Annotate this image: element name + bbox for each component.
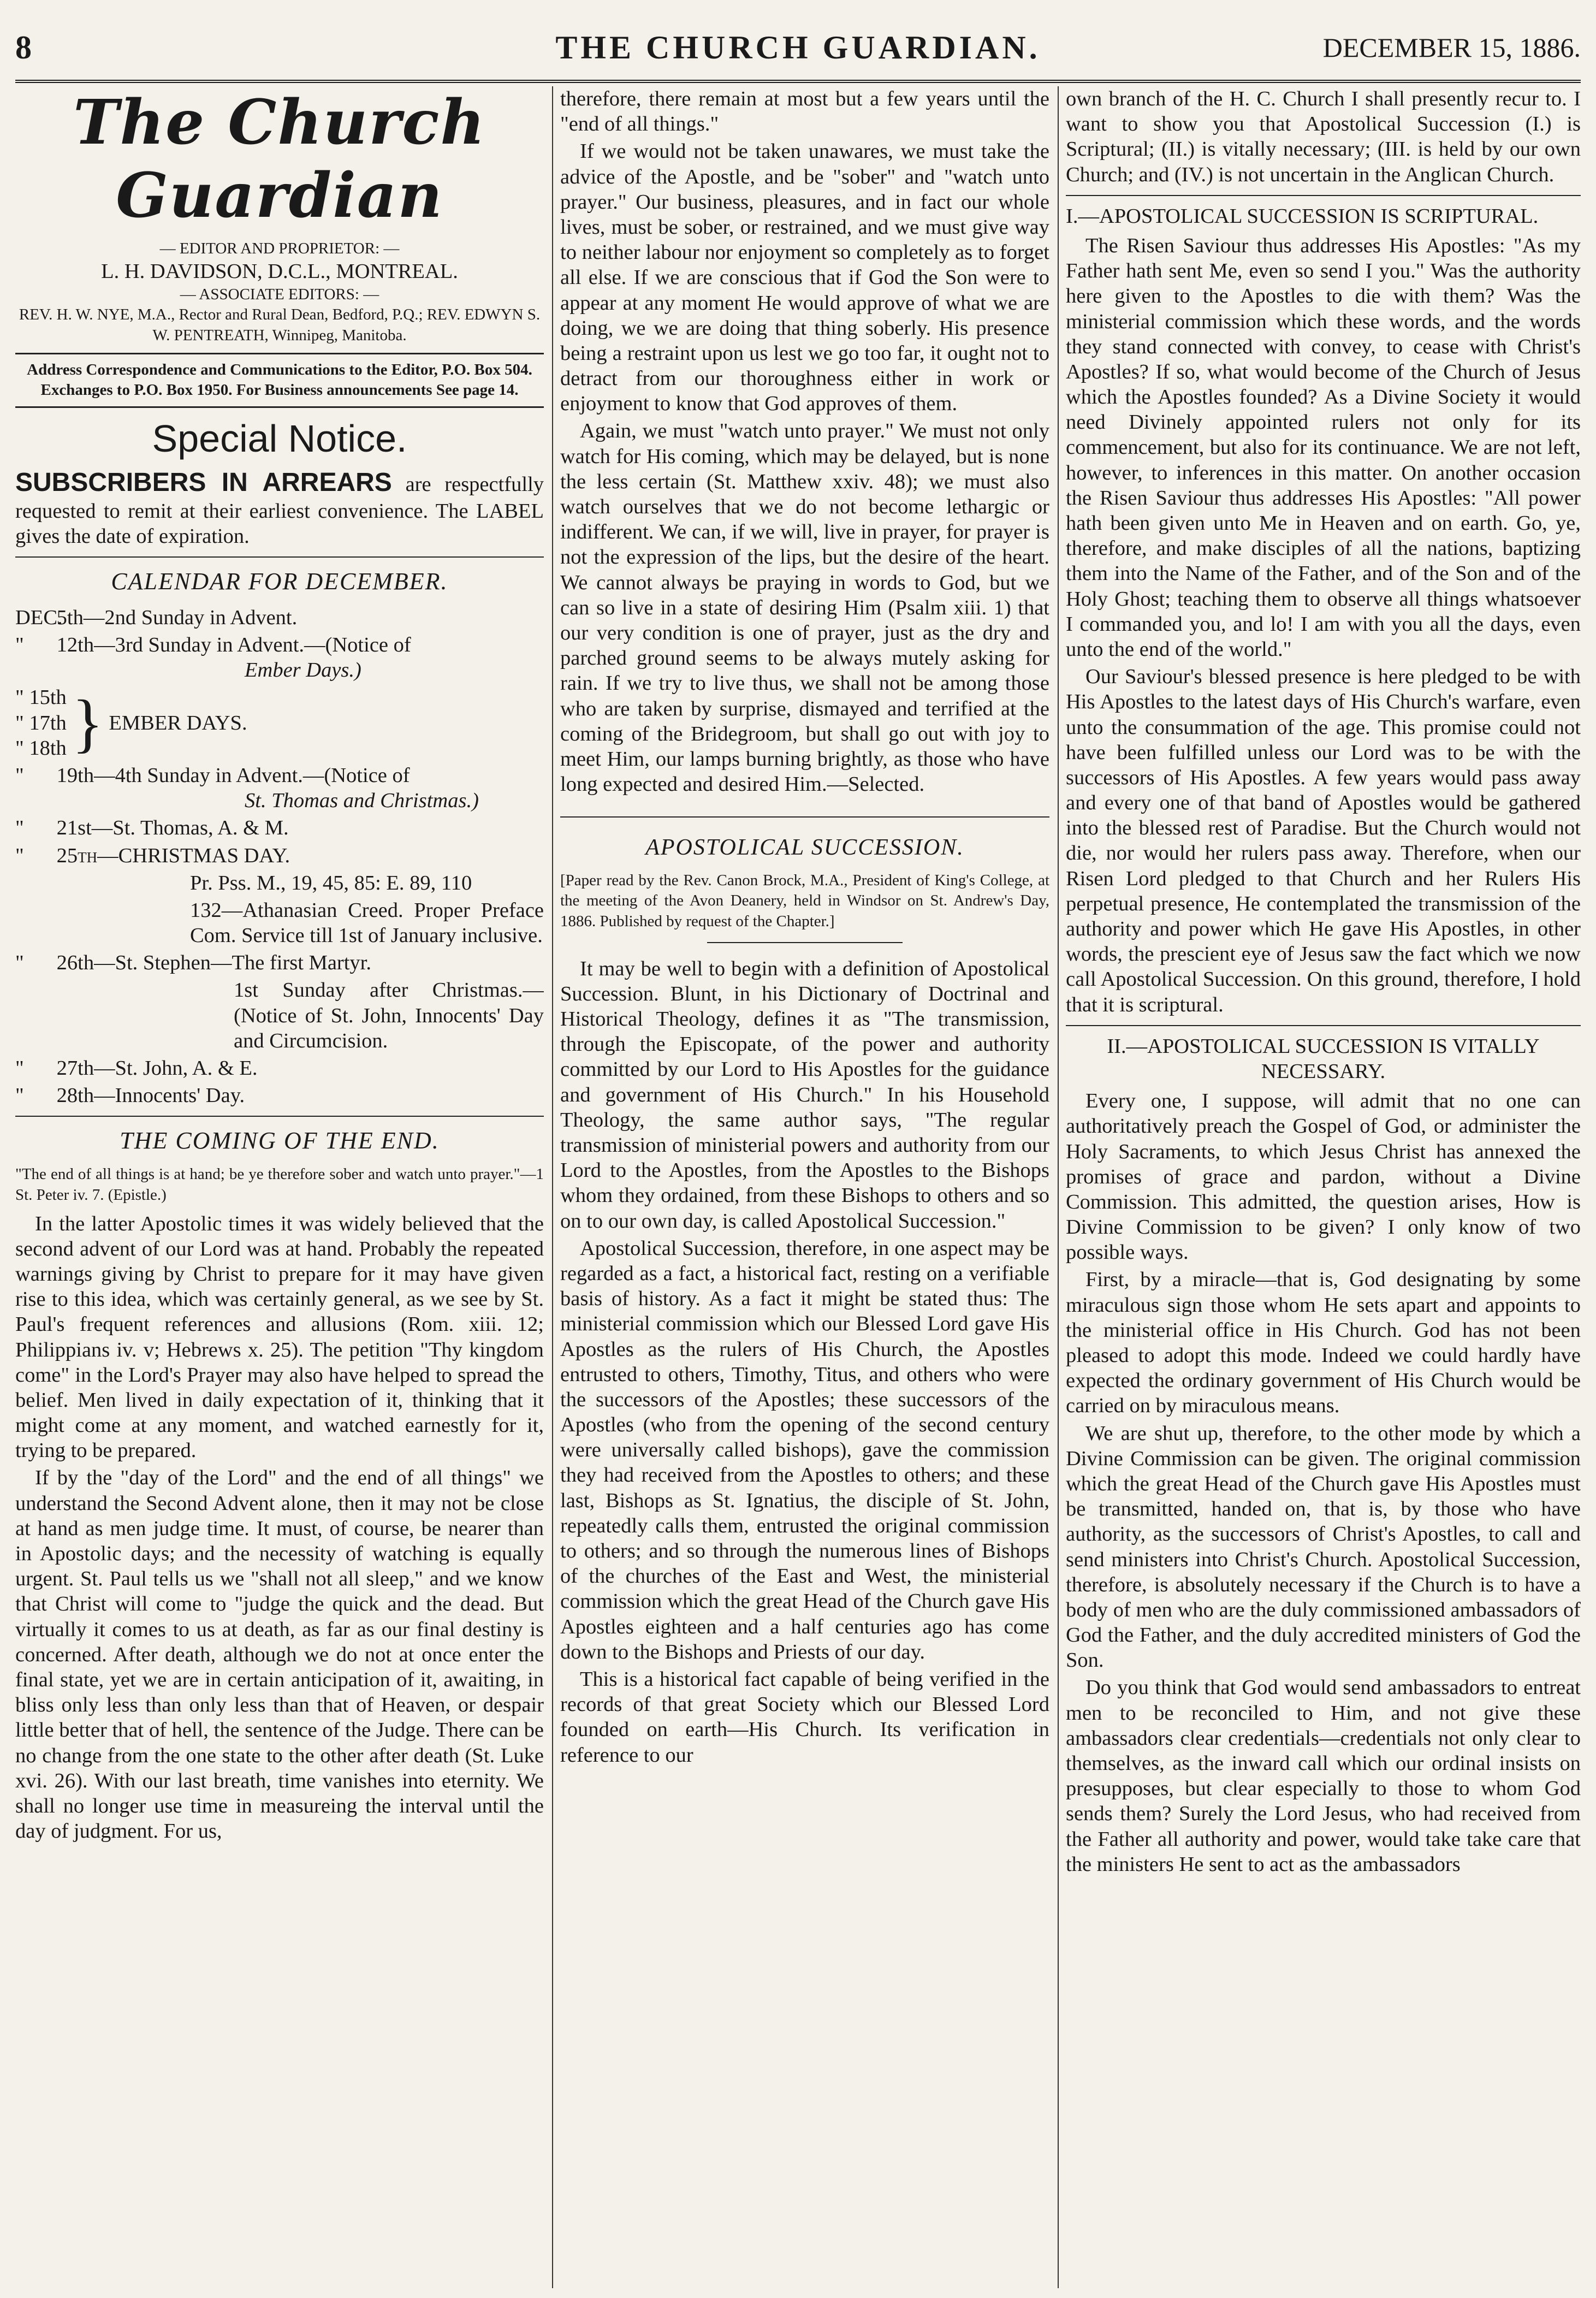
ditto-mark: " [15, 763, 24, 787]
brace-icon: } [72, 686, 104, 759]
calendar-text: 26th—St. Stephen—The first Martyr. [56, 951, 371, 975]
column-rule [552, 86, 553, 2288]
ditto-mark: " [15, 816, 24, 840]
calendar-text: 28th—Innocents' Day. [56, 1084, 245, 1107]
issue-date: DECEMBER 15, 1886. [1322, 32, 1581, 63]
calendar-entry: " 28th—Innocents' Day. [15, 1084, 245, 1107]
editor-name: L. H. DAVIDSON, D.C.L., MONTREAL. [101, 260, 458, 283]
calendar-entry [15, 815, 544, 840]
section-title: II.—APOSTOLICAL SUCCESSION IS VITALLY NECESSARY. [1107, 1034, 1540, 1083]
page-number: 8 [15, 29, 32, 66]
article-paragraph: therefore, there remain at most but a few years until the "end of all things." [560, 87, 1049, 136]
calendar-text: 19th—4th Sunday in Advent.—(Notice of [56, 763, 410, 787]
running-title: THE CHURCH GUARDIAN. [555, 29, 1041, 66]
divider [1066, 1025, 1581, 1026]
article-paragraph: Apostolical Succession, therefore, in one aspect may be regarded as a fact, a historical fact, resting on a verifiable basis of history. As a fact it might be stated thus: The ministerial commission which our Blessed Lord gave His Apostles as the rulers of His Church, the Apostles entrusted to others, Timothy, Titus, and others who were the successors of the Apostles; these successors of the Apostles (who from the opening of the second century were universally called bishops), gave the commission they had received from the Apostles to others; and these last, Bishops as St. Ignatius, the disciple of St. John, repeatedly calls them, entrusted the original commission to others; and so through the numerous lines of Bishops of the churches of the East and West, the ministerial commission which the great Head of the Church gave His Apostles eighteen and a half centuries ago has come down to the Bishops and Priests of our day. [560, 1236, 1049, 1663]
article-paragraph: If by the "day of the Lord" and the end of all things" we understand the Second Advent alone, then it may not be close at hand as men judge time. It must, of course, be nearer than in Apostolic days; and the necessity of watching is equally urgent. St. Paul tells us we "shall not all sleep," and we know that Christ will come to "judge the quick and the dead. But virtually it comes to us at death, as far as our final destiny is concerned. After death, although we do not at once enter the final state, yet we are in certain anticipation of it, awaiting, in bliss only less than only less than that of Heaven, or despair little better that of hell, the sentence of the Judge. There can be no change from the one state to the other after death (St. Luke xvi. 26). With our last breath, time vanishes into eternity. We shall no longer use time in measureing the interval until the day of judgment. For us, [15, 1466, 544, 1843]
article-paragraph: In the latter Apostolic times it was widely believed that the second advent of our Lord was at hand. Probably the repeated warnings giving by Christ to prepare for it may have given rise to this idea, which was certainly general, as we see by St. Paul's frequent references and allusions (Rom. xiii. 12; Philippians iv. v; Hebrews x. 25). The petition "Thy kingdom come" in the Lord's Prayer may also have helped to spread the belief. Men lived in daily expectation of it, thinking that it might come at any moment, and watched earnestly for it, trying to be prepared. [15, 1212, 544, 1462]
address-text: Address Correspondence and Communications to the Editor, P.O. Box 504. Exchanges to P.O. Box 1950. For Business announcements See page 14. [27, 360, 532, 399]
apostolical-heading: APOSTOLICAL SUCCESSION. [645, 835, 964, 861]
masthead-title: The Church Guardian [73, 87, 486, 232]
column-rule [1058, 86, 1059, 2288]
month-abbr: DEC. [15, 606, 63, 629]
arrears-lead: SUBSCRIBERS IN ARREARS [15, 468, 392, 497]
calendar-text: 21st—St. Thomas, A. & M. [56, 816, 289, 840]
divider [15, 556, 544, 558]
calendar-entry [15, 632, 544, 683]
ditto-mark: " [15, 633, 24, 657]
column-1 [15, 86, 544, 2288]
calendar-entry: " 26th—St. Stephen—The first Martyr. [15, 951, 371, 975]
ember-days-group [15, 685, 544, 761]
divider [1066, 195, 1581, 196]
calendar-heading: CALENDAR FOR DECEMBER. [111, 568, 448, 595]
special-notice-text [15, 467, 544, 549]
article-paragraph: Do you think that God would send ambassadors to entreat men to be reconciled to Him, and not give these ambassadors clear credentials—credentials not only clear to themselves, as the inward call which our ordinal insists on presupposes, but clear especially to those to whom God sends them? Surely the Lord Jesus, who had received from the Father all authority and power, would take take care that the ministers He sent to act as the ambassadors [1066, 1676, 1581, 1876]
apostolical-note: [Paper read by the Rev. Canon Brock, M.A., President of King's College, at the meeting of the Avon Deanery, held in Windsor on St. Andrew's Day, 1886. Published by request of the Chapter.] [560, 871, 1049, 931]
ember-date: " 17th [15, 711, 67, 735]
christmas-lessons: Pr. Pss. M., 19, 45, 85: E. 89, 110 [190, 871, 472, 895]
article-paragraph: If we would not be taken unawares, we must take the advice of the Apostle, and be "sober" and "watch unto prayer." Our business, pleasures, and in fact our whole lives, must be sober, or restrained, and we must give way to neither labour nor enjoyment so completely as to forget all else. If we are conscious that if God the Son were to appear at any moment He would approve of what we are doing, we we are doing that thing soberly. His presence being a restraint upon us lest we go too far, it ought not to detract from our thoroughness either in work or enjoyment to know that God approves of them. [560, 140, 1049, 416]
arrears-body: are respectfully requested to remit at their earliest convenience. The LABEL gives the date of expiration. [15, 473, 544, 548]
divider [560, 816, 1049, 818]
calendar-entry [15, 605, 544, 630]
article-paragraph: This is a historical fact capable of being verified in the records of that great Society which our Blessed Lord founded on earth—His Church. Its verification in reference to our [560, 1667, 1049, 1767]
section-title: I.—APOSTOLICAL SUCCESSION IS SCRIPTURAL. [1066, 204, 1539, 228]
article-paragraph: Every one, I suppose, will admit that no one can authoritatively preach the Gospel of God, or administer the Holy Sacraments, to which Jesus Christ has annexed the promises of grace and pardon, without a Divine Commission. This admitted, the question arises, How is Divine Commission to be given? I only know of two possible ways. [1066, 1089, 1581, 1264]
editor-label: — EDITOR AND PROPRIETOR: — [159, 239, 400, 257]
ditto-mark: " [15, 844, 24, 867]
stephen-note: 1st Sunday after Christmas.—(Notice of St. John, Innocents' Day and Circumcision. [234, 979, 544, 1052]
calendar-entry [15, 843, 544, 868]
article-paragraph: First, by a miracle—that is, God designating by some miraculous sign those whom He sets apart and appoints to the ministerial office in His Church. God has not been pleased to adopt this mode. Indeed we could hardly have expected the ordinary government of His Church would be carried on by miraculous means. [1066, 1268, 1581, 1418]
ember-label: EMBER DAYS. [109, 711, 247, 735]
article-paragraph: We are shut up, therefore, to the other mode by which a Divine Commission can be given. The original commission which the great Head of the Church gave His Apostles must be transmitted, handed on, that is, by those who have authority, as the successors of Christ's Apostles, to call and send ministers into Christ's Church. Apostolical Succession, therefore, is absolutely necessary if the Church is to have a body of men who are the duly commissioned ambassadors of God the Father, and the duly accredited ministers of God the Son. [1066, 1422, 1581, 1672]
column-3 [1066, 86, 1581, 2288]
article-paragraph: Again, we must "watch unto prayer." We must not only watch for His coming, which may be delayed, but is none the less certain (St. Matthew xxiv. 48); we must also watch ourselves that we do not become lethargic or indifferent. We can, if we will, live in prayer, for prayer is not the expression of the lips, but the desire of the heart. We cannot always be praying in words to God, but we can so live in a state of desiring Him (Psalm xiii. 1) that our very condition is one of prayer, just as the dry and parched ground seems to be always mutely asking for rain. If we try to live thus, we shall not be among those who are taken by surprise, dismayed and terrified at the coming of the Bridegroom, but shall go out with joy to meet Him, our lamps burning brightly, as those who have long expected and desired Him.—Selected. [560, 419, 1049, 796]
column-2 [560, 86, 1049, 2288]
article-paragraph: The Risen Saviour thus addresses His Apostles: "As my Father hath sent Me, even so send I you." Was the authority here given to the Apostles to die with them? Was the ministerial commission which these words, and the words they stand connected with convey, to cease with Christ's Apostles? If so, what would become of the Church of Jesus which the Apostles founded? As a Divine Society it would need Divinely appointed rulers not only for its commencement, but also for its continuance. We are not left, however, to inferences in this matter. On another occasion the Risen Saviour thus addresses His Apostles: "All power hath been given unto Me in Heaven and on earth. Go, ye, therefore, and make disciples of all the nations, baptizing them into the Name of the Father, and of the Son and of the Holy Ghost; teaching them to observe all things whatsoever I commanded you, and lo! I am with you all the days, even unto the end of the world." [1066, 234, 1581, 661]
ember-date: " 15th [15, 686, 67, 709]
epigraph: "The end of all things is at hand; be ye therefore sober and watch unto prayer."—1 St. Peter iv. 7. (Epistle.) [15, 1165, 544, 1204]
divider [707, 942, 903, 943]
calendar-text: 5th—2nd Sunday in Advent. [56, 606, 298, 629]
special-notice-heading: Special Notice. [152, 417, 407, 460]
address-box [15, 353, 544, 408]
page-header [15, 15, 1581, 83]
coming-end-heading: THE COMING OF THE END. [120, 1127, 440, 1154]
associate-label: — ASSOCIATE EDITORS: — [180, 285, 379, 303]
calendar-note: St. Thomas and Christmas.) [245, 789, 479, 813]
divider [15, 1116, 544, 1117]
associate-editors: REV. H. W. NYE, M.A., Rector and Rural Dean, Bedford, P.Q.; REV. EDWYN S. W. PENTREATH, Winnipeg, Manitoba. [19, 306, 541, 345]
calendar-note: Ember Days.) [245, 659, 361, 682]
article-paragraph: own branch of the H. C. Church I shall presently recur to. I want to show you that Apostolical Succession (I.) is Scriptural; (II.) is vitally necessary; (III. is held by our own Church; and (IV.) is not uncertain in the Anglican Church. [1066, 87, 1581, 186]
ember-date: " 18th [15, 736, 67, 760]
calendar-entry [15, 763, 544, 813]
christmas-notes: 132—Athanasian Creed. Proper Preface Com. Service till 1st of January inclusive. [190, 898, 544, 947]
ember-dates [15, 685, 67, 761]
calendar-text: 12th—3rd Sunday in Advent.—(Notice of [56, 633, 411, 657]
calendar-text: 25th—CHRISTMAS DAY. [56, 844, 290, 867]
article-paragraph: Our Saviour's blessed presence is here pledged to be with His Apostles to the latest days of His Church's warfare, even unto the consummation of the age. This promise could not have been fulfilled unless our Lord was to be with the successors of His Apostles. A few years would pass away and every one of that band of Apostles would be gathered into the blessed rest of Paradise. But the Church would not die, nor would her rulers pass away. Therefore, when our Risen Lord pledged to that Church and her Rulers His perpetual presence, He contemplated the transmission of the authority and power which He gave His Apostles, in other words, the prescient eye of Jesus saw the fact which we now call Apostolical Succession. On this ground, therefore, I hold that it is scriptural. [1066, 665, 1581, 1016]
calendar-entry: " 27th—St. John, A. & E. [15, 1057, 258, 1080]
article-paragraph: It may be well to begin with a definition of Apostolical Succession. Blunt, in his Dictionary of Doctrinal and Historical Theology, defines it as "The transmission, through the Episcopate, of the power and authority committed by our Lord to His Apostles for the guidance and government of His Church." In his Household Theology, the same author says, "The regular transmission of ministerial powers and authority from our Lord to the Apostles, from the Apostles to the Bishops whom they ordained, from these Bishops to others and so on to our own day, is called Apostolical Succession." [560, 957, 1049, 1233]
calendar-text: 27th—St. John, A. & E. [56, 1057, 258, 1080]
